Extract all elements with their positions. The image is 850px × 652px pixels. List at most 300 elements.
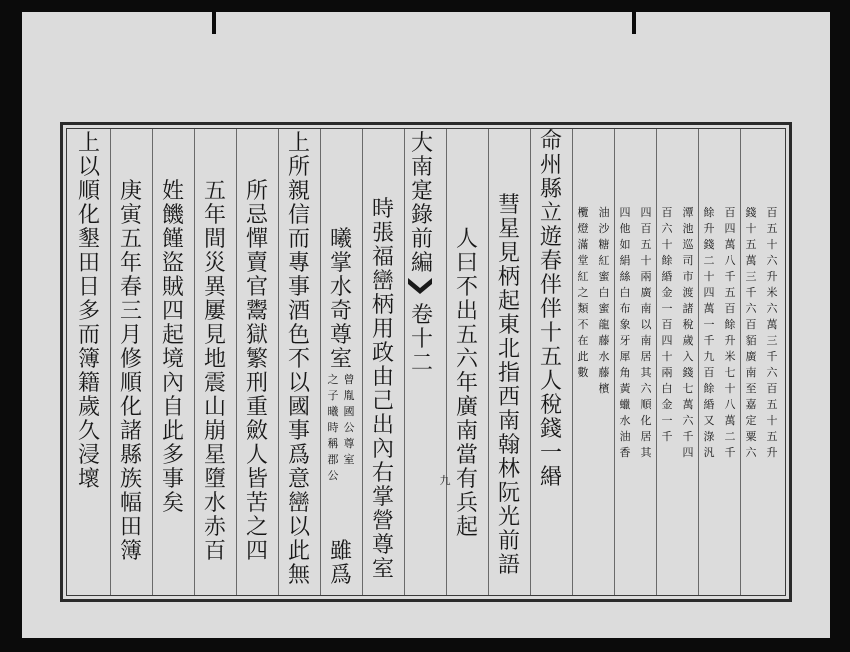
glyph: 憚 [245, 227, 268, 252]
glyph: 千 [724, 446, 736, 459]
glyph: 曾 [343, 373, 355, 386]
paper-tear [632, 12, 636, 34]
glyph: 順 [640, 398, 652, 411]
glyph: 錢 [539, 417, 562, 442]
glyph: 藤 [598, 334, 610, 347]
glyph: 貊 [745, 334, 757, 347]
text-column [657, 205, 677, 445]
glyph: 水 [598, 350, 610, 363]
glyph: 如 [619, 238, 631, 251]
glyph: 四 [682, 446, 694, 459]
glyph: 入 [682, 350, 694, 363]
glyph: 十 [766, 238, 778, 251]
fish-tail-mark-icon [408, 278, 432, 304]
glyph: 南 [640, 334, 652, 347]
glyph: 爲 [287, 443, 310, 468]
glyph: 由 [371, 365, 394, 390]
text-column-bottom [324, 540, 358, 588]
glyph: 南 [745, 366, 757, 379]
glyph: 獄 [245, 323, 268, 348]
page-number: 九 [439, 474, 451, 487]
glyph: 象 [619, 318, 631, 331]
glyph: 遊 [539, 225, 562, 250]
glyph: 汎 [703, 446, 715, 459]
glyph: 尊 [343, 437, 355, 450]
glyph: 墾 [77, 227, 100, 252]
glyph: 萬 [724, 238, 736, 251]
glyph: 信 [287, 203, 310, 228]
glyph: 伴 [539, 273, 562, 298]
glyph: 月 [119, 323, 142, 348]
glyph: 出 [371, 413, 394, 438]
glyph: 燈 [577, 222, 589, 235]
glyph: 色 [287, 323, 310, 348]
column-rule [236, 129, 237, 595]
glyph: 伴 [539, 297, 562, 322]
text-column [720, 205, 740, 461]
glyph: 浸 [77, 443, 100, 468]
glyph: 奇 [329, 299, 352, 324]
glyph: 稅 [682, 318, 694, 331]
glyph: 居 [640, 350, 652, 363]
glyph: 稅 [539, 393, 562, 418]
glyph: 縣 [539, 177, 562, 202]
glyph: 州 [539, 153, 562, 178]
volume-glyph: 二 [410, 351, 433, 376]
glyph: 籍 [77, 371, 100, 396]
glyph: 歲 [77, 395, 100, 420]
glyph: 蜜 [598, 270, 610, 283]
glyph: 千 [682, 430, 694, 443]
glyph: 渡 [682, 286, 694, 299]
glyph: 犀 [619, 350, 631, 363]
text-column [240, 180, 274, 564]
glyph: 化 [77, 203, 100, 228]
glyph: 語 [497, 553, 520, 578]
glyph: 六 [455, 347, 478, 372]
glyph: 百 [766, 206, 778, 219]
inline-note-right [341, 372, 357, 468]
glyph: 壞 [77, 467, 100, 492]
text-column [678, 205, 698, 461]
text-column [198, 180, 232, 564]
glyph: 米 [724, 350, 736, 363]
glyph: 日 [77, 275, 100, 300]
glyph: 專 [287, 251, 310, 276]
glyph: 順 [119, 371, 142, 396]
glyph: 六 [640, 382, 652, 395]
glyph: 修 [119, 347, 142, 372]
glyph: 年 [455, 371, 478, 396]
glyph: 金 [661, 398, 673, 411]
glyph: 錢 [745, 206, 757, 219]
glyph: 不 [577, 318, 589, 331]
glyph: 人 [539, 369, 562, 394]
title-glyph: 寔 [410, 179, 433, 204]
glyph: 曦 [327, 405, 339, 418]
volume-glyph: 十 [410, 327, 433, 352]
glyph: 刑 [245, 371, 268, 396]
glyph: 五 [724, 286, 736, 299]
glyph: 多 [161, 443, 184, 468]
glyph: 六 [745, 302, 757, 315]
volume-glyph: 卷 [410, 303, 433, 328]
paper-tear [212, 12, 216, 34]
glyph: 此 [287, 539, 310, 564]
glyph: 類 [577, 302, 589, 315]
glyph: 星 [203, 443, 226, 468]
glyph: 絲 [619, 270, 631, 283]
glyph: 無 [287, 563, 310, 588]
glyph: 以 [287, 515, 310, 540]
glyph: 事 [161, 467, 184, 492]
glyph: 糖 [598, 238, 610, 251]
glyph: 千 [766, 350, 778, 363]
glyph: 六 [766, 254, 778, 267]
glyph: 雖 [329, 539, 352, 564]
text-column [762, 205, 782, 461]
glyph: 春 [119, 275, 142, 300]
glyph: 北 [497, 337, 520, 362]
glyph: 指 [497, 361, 520, 386]
glyph: 廣 [455, 395, 478, 420]
title-glyph: 大 [410, 131, 433, 156]
glyph: 蠟 [619, 398, 631, 411]
glyph: 錢 [703, 238, 715, 251]
glyph: 爲 [329, 563, 352, 588]
glyph: 此 [577, 350, 589, 363]
glyph: 潭 [682, 206, 694, 219]
glyph: 饑 [161, 203, 184, 228]
glyph: 彗 [497, 193, 520, 218]
glyph: 百 [203, 539, 226, 564]
glyph: 市 [682, 270, 694, 283]
glyph: 不 [455, 275, 478, 300]
glyph: 十 [745, 222, 757, 235]
glyph: 饉 [161, 227, 184, 252]
glyph: 內 [161, 371, 184, 396]
glyph: 掌 [371, 485, 394, 510]
glyph: 右 [371, 461, 394, 486]
glyph: 南 [455, 419, 478, 444]
glyph: 廣 [745, 350, 757, 363]
glyph: 三 [745, 270, 757, 283]
glyph: 以 [77, 155, 100, 180]
glyph: 檳 [598, 382, 610, 395]
glyph: 上 [77, 131, 100, 156]
glyph: 緍 [703, 398, 715, 411]
glyph: 五 [745, 238, 757, 251]
glyph: 立 [539, 201, 562, 226]
title-glyph: 編 [410, 251, 433, 276]
glyph: 二 [703, 254, 715, 267]
glyph: 緡 [539, 465, 562, 490]
glyph: 而 [77, 323, 100, 348]
glyph: 起 [161, 323, 184, 348]
glyph: 白 [661, 382, 673, 395]
glyph: 五 [203, 179, 226, 204]
glyph: 化 [640, 414, 652, 427]
glyph: 五 [640, 238, 652, 251]
column-rule [404, 129, 405, 595]
glyph: 忌 [245, 203, 268, 228]
glyph: 鬻 [245, 299, 268, 324]
glyph: 己 [371, 389, 394, 414]
text-column [741, 205, 761, 461]
glyph: 十 [661, 238, 673, 251]
glyph: 春 [539, 249, 562, 274]
glyph: 千 [745, 286, 757, 299]
glyph: 六 [766, 302, 778, 315]
text-column [615, 205, 635, 461]
glyph: 八 [724, 398, 736, 411]
glyph: 赤 [203, 515, 226, 540]
glyph: 自 [161, 395, 184, 420]
glyph: 庚 [119, 179, 142, 204]
text-column [636, 205, 656, 461]
glyph: 阮 [497, 481, 520, 506]
glyph: 百 [724, 302, 736, 315]
glyph: 一 [539, 441, 562, 466]
text-column [450, 228, 484, 540]
glyph: 五 [766, 398, 778, 411]
glyph: 姓 [161, 179, 184, 204]
glyph: 苦 [245, 491, 268, 516]
glyph: 餘 [661, 254, 673, 267]
glyph: 重 [245, 395, 268, 420]
glyph: 十 [661, 350, 673, 363]
glyph: 尊 [329, 323, 352, 348]
glyph: 蜜 [598, 302, 610, 315]
glyph: 七 [724, 366, 736, 379]
glyph: 萬 [682, 398, 694, 411]
glyph: 福 [371, 245, 394, 270]
glyph: 矣 [161, 491, 184, 516]
glyph: 絹 [619, 254, 631, 267]
glyph: 曰 [455, 251, 478, 276]
glyph: 水 [619, 414, 631, 427]
glyph: 四 [661, 334, 673, 347]
glyph: 柄 [497, 265, 520, 290]
glyph: 上 [287, 131, 310, 156]
glyph: 六 [745, 446, 757, 459]
glyph: 龍 [598, 318, 610, 331]
glyph: 百 [724, 206, 736, 219]
glyph: 白 [598, 286, 610, 299]
glyph: 百 [661, 318, 673, 331]
glyph: 屢 [203, 299, 226, 324]
glyph: 布 [619, 302, 631, 315]
text-column-top [324, 228, 358, 372]
glyph: 水 [203, 491, 226, 516]
glyph: 皆 [245, 467, 268, 492]
glyph: 而 [287, 227, 310, 252]
glyph: 政 [371, 341, 394, 366]
glyph: 升 [703, 222, 715, 235]
glyph: 其 [640, 366, 652, 379]
glyph: 粟 [745, 430, 757, 443]
glyph: 四 [245, 539, 268, 564]
glyph: 前 [497, 529, 520, 554]
glyph: 藤 [598, 366, 610, 379]
glyph: 其 [640, 446, 652, 459]
glyph: 錢 [682, 366, 694, 379]
glyph: 歲 [682, 334, 694, 347]
glyph: 六 [661, 222, 673, 235]
glyph: 用 [371, 317, 394, 342]
glyph: 黃 [619, 382, 631, 395]
column-rule [488, 129, 489, 595]
glyph: 居 [640, 430, 652, 443]
glyph: 四 [161, 299, 184, 324]
glyph: 多 [77, 299, 100, 324]
text-column [573, 205, 593, 381]
glyph: 張 [371, 221, 394, 246]
glyph: 九 [703, 350, 715, 363]
glyph: 油 [598, 206, 610, 219]
glyph: 異 [203, 275, 226, 300]
glyph: 見 [203, 323, 226, 348]
column-rule [446, 129, 447, 595]
glyph: 族 [119, 467, 142, 492]
glyph: 簿 [77, 347, 100, 372]
glyph: 田 [77, 251, 100, 276]
glyph: 地 [203, 347, 226, 372]
glyph: 香 [619, 446, 631, 459]
glyph: 震 [203, 371, 226, 396]
column-rule [110, 129, 111, 595]
glyph: 之 [327, 373, 339, 386]
glyph: 國 [343, 405, 355, 418]
glyph: 金 [661, 286, 673, 299]
glyph: 縣 [119, 443, 142, 468]
glyph: 時 [371, 197, 394, 222]
glyph: 室 [343, 453, 355, 466]
glyph: 出 [455, 299, 478, 324]
glyph: 崩 [203, 419, 226, 444]
glyph: 官 [245, 275, 268, 300]
text-column [594, 205, 614, 397]
glyph: 子 [327, 389, 339, 402]
glyph: 田 [119, 515, 142, 540]
glyph: 五 [766, 430, 778, 443]
glyph: 定 [745, 414, 757, 427]
glyph: 又 [703, 414, 715, 427]
glyph: 所 [245, 179, 268, 204]
glyph: 巒 [371, 269, 394, 294]
glyph: 以 [640, 318, 652, 331]
glyph: 紅 [598, 254, 610, 267]
glyph: 三 [766, 334, 778, 347]
title-glyph: 南 [410, 155, 433, 180]
glyph: 餘 [703, 206, 715, 219]
glyph: 室 [371, 557, 394, 582]
glyph: 意 [287, 467, 310, 492]
glyph: 兩 [661, 366, 673, 379]
glyph: 六 [682, 414, 694, 427]
glyph: 災 [203, 251, 226, 276]
glyph: 萬 [766, 318, 778, 331]
glyph: 賊 [161, 275, 184, 300]
glyph: 墮 [203, 467, 226, 492]
glyph: 堂 [577, 254, 589, 267]
glyph: 室 [329, 347, 352, 372]
glyph: 化 [119, 395, 142, 420]
text-column [699, 205, 719, 461]
glyph: 巒 [287, 491, 310, 516]
glyph: 餘 [703, 382, 715, 395]
glyph: 內 [371, 437, 394, 462]
glyph: 東 [497, 313, 520, 338]
glyph: 至 [745, 382, 757, 395]
glyph: 稱 [327, 437, 339, 450]
glyph: 西 [497, 385, 520, 410]
glyph: 沙 [598, 222, 610, 235]
text-column [114, 180, 148, 564]
glyph: 一 [703, 318, 715, 331]
glyph: 曦 [329, 227, 352, 252]
glyph: 二 [724, 430, 736, 443]
text-column [282, 132, 316, 588]
title-glyph: 前 [410, 227, 433, 252]
glyph: 五 [766, 222, 778, 235]
glyph: 酒 [287, 299, 310, 324]
glyph: 光 [497, 505, 520, 530]
glyph: 之 [245, 515, 268, 540]
glyph: 餘 [724, 318, 736, 331]
glyph: 六 [766, 366, 778, 379]
glyph: 千 [724, 270, 736, 283]
glyph: 掌 [329, 251, 352, 276]
glyph: 十 [724, 382, 736, 395]
text-column [156, 180, 190, 516]
glyph: 境 [161, 347, 184, 372]
glyph: 起 [497, 289, 520, 314]
glyph: 事 [287, 419, 310, 444]
glyph: 百 [703, 366, 715, 379]
book-title [408, 132, 436, 276]
glyph: 郡 [327, 453, 339, 466]
glyph: 三 [119, 299, 142, 324]
glyph: 五 [539, 345, 562, 370]
glyph: 起 [455, 515, 478, 540]
glyph: 當 [455, 443, 478, 468]
glyph: 一 [661, 414, 673, 427]
glyph: 見 [497, 241, 520, 266]
glyph: 公 [327, 469, 339, 482]
glyph: 胤 [343, 389, 355, 402]
glyph: 水 [329, 275, 352, 300]
text-column [534, 130, 568, 490]
glyph: 千 [661, 430, 673, 443]
glyph: 久 [77, 419, 100, 444]
glyph: 數 [577, 366, 589, 379]
glyph: 巡 [682, 238, 694, 251]
glyph: 繁 [245, 347, 268, 372]
column-rule [278, 129, 279, 595]
glyph: 翰 [497, 433, 520, 458]
glyph: 年 [119, 251, 142, 276]
glyph: 諸 [119, 419, 142, 444]
glyph: 十 [703, 270, 715, 283]
glyph: 間 [203, 227, 226, 252]
glyph: 萬 [703, 302, 715, 315]
glyph: 米 [766, 286, 778, 299]
glyph: 角 [619, 366, 631, 379]
text-column [492, 194, 526, 578]
glyph: 國 [287, 395, 310, 420]
glyph: 百 [745, 318, 757, 331]
